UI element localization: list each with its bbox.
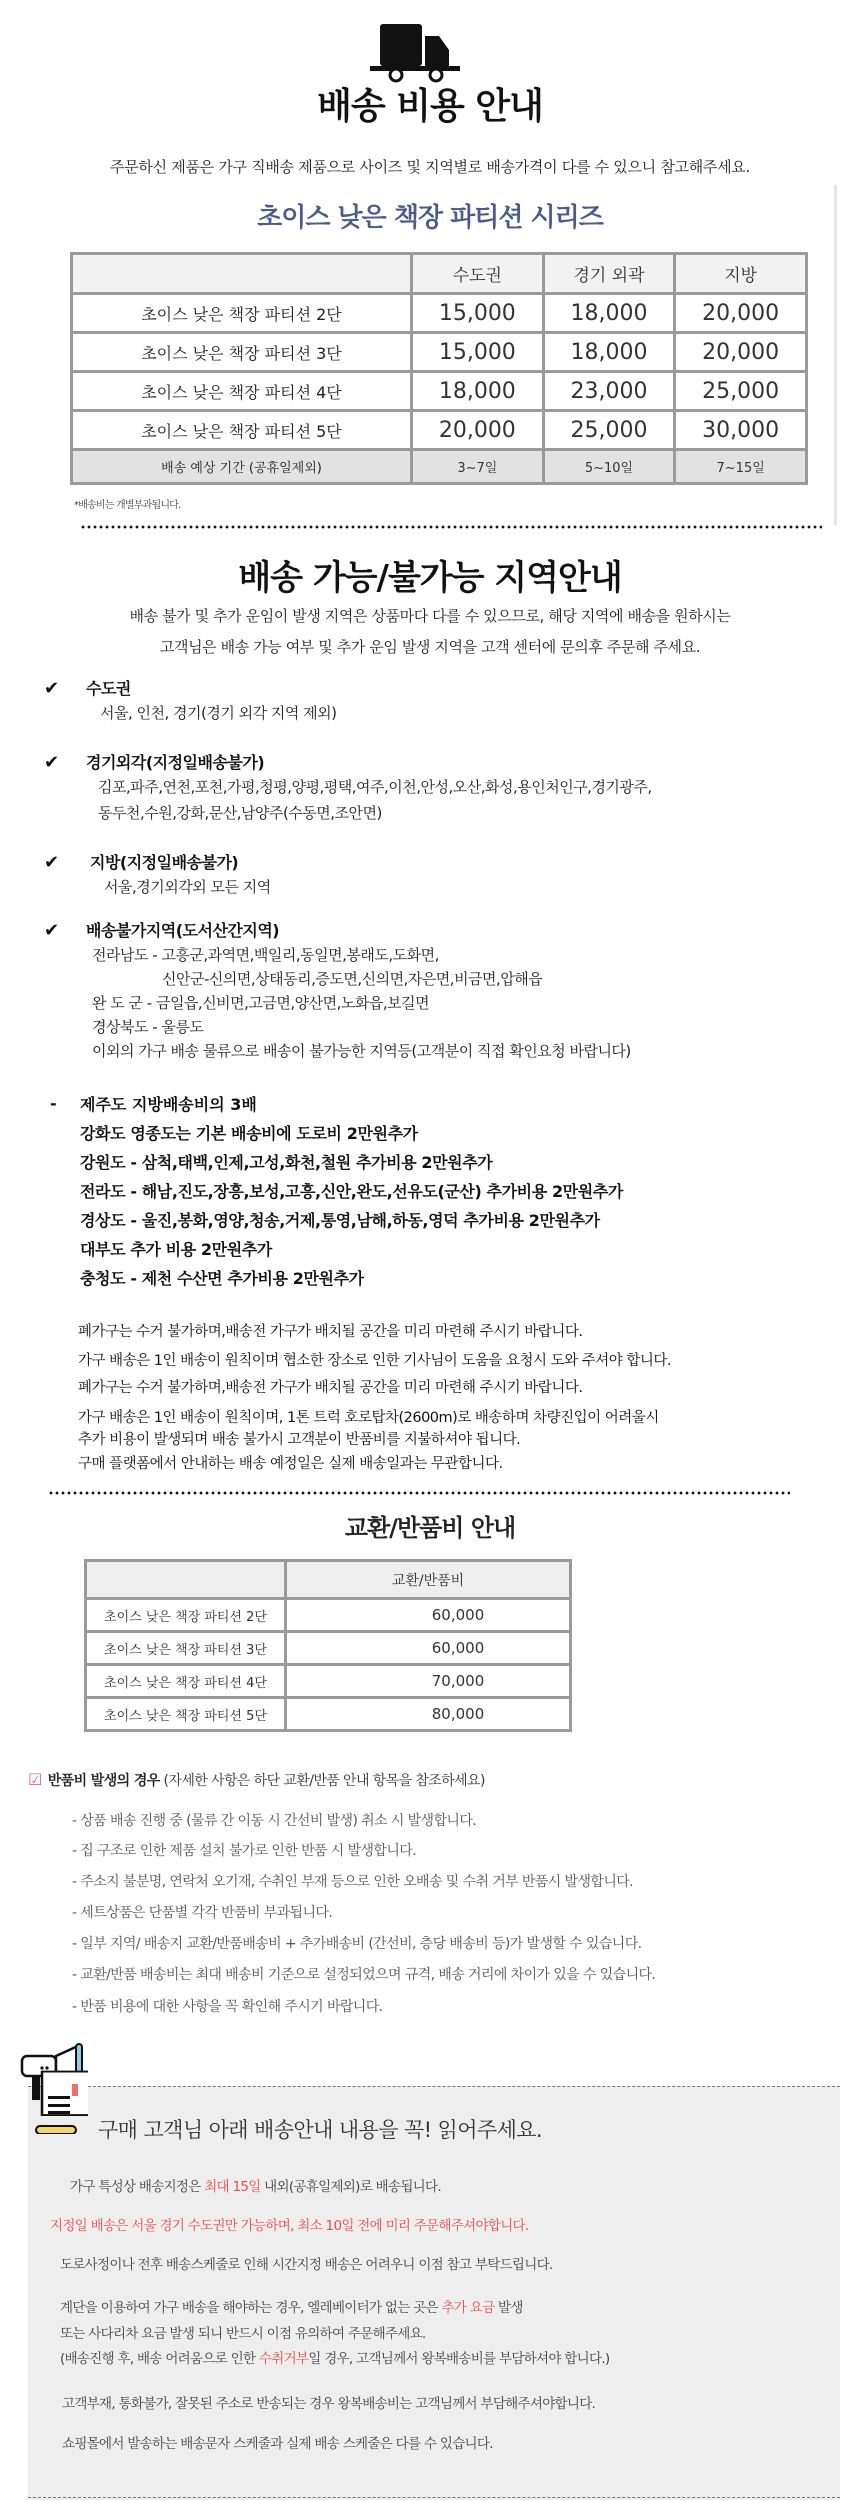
return-fee: 60,000: [286, 1599, 571, 1632]
highlight-text: 추가 요금: [441, 2300, 495, 2316]
highlight-text: 수취거부: [258, 2351, 309, 2367]
extra-fee-line: 경상도 - 울진,봉화,영양,청송,거제,통영,남해,하동,영덕 추가비용 2만원추가: [80, 1211, 600, 1230]
warning-line: 추가 비용이 발생되며 배송 불가시 고객분이 반품비를 지불하셔야 됩니다.: [78, 1432, 521, 1448]
line-text: 발생: [494, 2300, 523, 2316]
must-read-line: [60, 2296, 523, 2316]
region-line: 전라남도 - 고흥군,과역면,백일리,동일면,봉래도,도화면,: [92, 946, 439, 964]
fee-cell: 23,000: [543, 372, 675, 411]
fee-cell: 18,000: [543, 333, 675, 372]
return-case-item: - 세트상품은 단품별 각각 반품비 부과됩니다.: [72, 1905, 333, 1921]
footnote: *배송비는 개별부과됩니다.: [74, 500, 181, 511]
extra-fee-line: 전라도 - 해남,진도,장흥,보성,고흥,신안,완도,선유도(군산) 추가비용 2만원추가: [80, 1182, 623, 1201]
regions-notice: 배송 불가 및 추가 운임이 발생 지역은 상품마다 다를 수 있으므로, 해당 지역에 배송을 원하시는: [129, 607, 731, 625]
dashed-divider: [28, 2497, 840, 2498]
fee-cell: 20,000: [412, 411, 544, 450]
shipping-fee-table: [70, 252, 808, 485]
return-fee-table: [84, 1559, 572, 1732]
region-line: 이외의 가구 배송 물류으로 배송이 불가능한 지역등(고객분이 직접 확인요청 바랍니다): [92, 1042, 631, 1060]
table-row: [72, 294, 807, 333]
region-line: 김포,파주,연천,포천,가평,청평,양평,평택,여주,이천,안성,오산,화성,용인처인구,경기광주,: [98, 778, 652, 796]
fee-cell: 30,000: [675, 411, 807, 450]
table-row: [72, 372, 807, 411]
product-name: 초이스 낮은 책장 파티션 3단: [72, 333, 412, 372]
check-icon: ✔: [44, 920, 60, 941]
warning-line: 구매 플랫폼에서 안내하는 배송 예정일은 실제 배송일과는 무관합니다.: [78, 1456, 503, 1472]
column-header: 경기 외곽: [543, 254, 675, 294]
fee-cell: 15,000: [412, 333, 544, 372]
must-read-line: [60, 2347, 609, 2367]
fee-cell: 18,000: [543, 294, 675, 333]
region-title: 경기외각(지정일배송불가): [86, 753, 265, 772]
table-row: [86, 1632, 571, 1665]
line-text: 내외(공휴일제외)로 배송됩니다.: [260, 2179, 441, 2195]
line-text: (배송진행 후, 배송 어려움으로 인한: [60, 2351, 259, 2367]
extra-fee-heading: [52, 1092, 257, 1115]
warning-line: 폐가구는 수거 불가하며,배송전 가구가 배치될 공간을 미리 마련해 주시기 바랍니다.: [78, 1324, 583, 1340]
must-read-line: 도로사정이나 전후 배송스케줄로 인해 시간지정 배송은 어려우니 이점 참고 부탁드립니다.: [60, 2257, 553, 2273]
return-cases-title: 반품비 발생의 경우: [47, 1773, 160, 1789]
must-read-line: 고객부재, 통화불가, 잘못된 주소로 반송되는 경우 왕복배송비는 고객님께서 부담해주셔야합니다.: [62, 2396, 596, 2412]
dashed-divider: [28, 2086, 840, 2087]
column-header: 지방: [675, 254, 807, 294]
region-line: 서울,경기외각외 모든 지역: [104, 878, 271, 896]
line-text: 계단을 이용하여 가구 배송을 해야하는 경우, 엘레베이터가 없는 곳은: [60, 2300, 442, 2316]
must-read-line: 쇼핑몰에서 발송하는 배송문자 스케줄과 실제 배송 스케줄은 다를 수 있습니다.: [62, 2436, 493, 2452]
divider: [834, 185, 837, 525]
product-name: 초이스 낮은 책장 파티션 3단: [86, 1632, 286, 1665]
fee-cell: 20,000: [675, 333, 807, 372]
dotted-divider: [48, 1491, 790, 1495]
region-line: 신안군-신의면,상태동리,증도면,신의면,자은면,비금면,압해읍: [162, 970, 543, 988]
regions-notice: 고객님은 배송 가능 여부 및 추가 운임 발생 지역을 고객 센터에 문의후 주문해 주세요.: [159, 638, 701, 656]
fee-cell: 25,000: [543, 411, 675, 450]
product-name: 초이스 낮은 책장 파티션 5단: [86, 1698, 286, 1731]
return-fee: 60,000: [286, 1632, 571, 1665]
return-case-item: - 반품 비용에 대한 사항을 꼭 확인해 주시기 바랍니다.: [72, 1999, 383, 2015]
table-row: [72, 333, 807, 372]
check-icon: ✔: [44, 678, 60, 699]
extra-fee-line: 강원도 - 삼척,태백,인제,고성,화천,철원 추가비용 2만원추가: [80, 1153, 493, 1172]
table-header-row: [86, 1561, 571, 1599]
table-row: [86, 1665, 571, 1698]
fee-cell: 20,000: [675, 294, 807, 333]
period-label: 배송 예상 기간 (공휴일제외): [72, 450, 412, 484]
extra-fee-line: 강화도 영종도는 기본 배송비에 도로비 2만원추가: [80, 1124, 418, 1143]
warning-line: 폐가구는 수거 불가하며,배송전 가구가 배치될 공간을 미리 마련해 주시기 바랍니다.: [78, 1380, 583, 1396]
return-case-item: - 집 구조로 인한 제품 설치 불가로 인한 반품 시 발생합니다.: [72, 1843, 417, 1859]
return-fee: 80,000: [286, 1698, 571, 1731]
check-icon: ✔: [44, 752, 60, 773]
table-header-row: [72, 254, 807, 294]
return-cases-subtitle: (자세한 사항은 하단 교환/반품 안내 항목을 참조하세요): [159, 1773, 485, 1789]
highlight-text: 최대 15일: [204, 2179, 261, 2195]
column-header: 교환/반품비: [286, 1561, 571, 1599]
extra-fee-title: 제주도 지방배송비의 3배: [80, 1095, 257, 1114]
truck-icon: [370, 22, 460, 84]
table-row: [72, 411, 807, 450]
regions-title: 배송 가능/불가능 지역안내: [238, 558, 622, 598]
return-cases-heading: [28, 1770, 485, 1790]
fee-cell: 25,000: [675, 372, 807, 411]
return-case-item: - 일부 지역/ 배송지 교환/반품배송비 + 추가배송비 (간선비, 층당 배송비 등)가 발생할 수 있습니다.: [72, 1936, 642, 1952]
region-line: 동두천,수원,강화,문산,남양주(수동면,조안면): [98, 804, 382, 822]
delivery-period-row: [72, 450, 807, 484]
must-read-line: [70, 2175, 441, 2195]
period-cell: 5~10일: [543, 450, 675, 484]
return-title: 교환/반품비 안내: [344, 1514, 516, 1542]
check-icon: ✔: [44, 852, 60, 873]
region-title: 수도권: [86, 679, 131, 698]
must-read-line: 또는 사다리차 요금 발생 되니 반드시 이점 유의하여 주문해주세요.: [60, 2326, 426, 2342]
region-line: 완 도 군 - 금일읍,신비면,고금면,양산면,노화읍,보길면: [92, 994, 430, 1012]
column-header: [72, 254, 412, 294]
dash-bullet: -: [50, 1094, 57, 1113]
product-name: 초이스 낮은 책장 파티션 4단: [86, 1665, 286, 1698]
product-name: 초이스 낮은 책장 파티션 5단: [72, 411, 412, 450]
line-text: 가구 특성상 배송지정은: [70, 2179, 205, 2195]
warning-line: 가구 배송은 1인 배송이 원칙이며 협소한 장소로 인한 기사님이 도움을 요청시 도와 주셔야 합니다.: [78, 1353, 672, 1369]
period-cell: 3~7일: [412, 450, 544, 484]
line-text: 일 경우, 고객님께서 왕복배송비를 부담하셔야 합니다.): [308, 2351, 610, 2367]
region-title: 배송불가지역(도서산간지역): [86, 921, 280, 940]
region-line: 경상북도 - 울릉도: [92, 1018, 204, 1036]
column-header: 수도권: [412, 254, 544, 294]
return-case-item: - 주소지 불분명, 연락처 오기재, 수취인 부재 등으로 인한 오배송 및 수취 거부 반품시 발생합니다.: [72, 1874, 634, 1890]
region-line: 서울, 인천, 경기(경기 외각 지역 제외): [100, 704, 337, 722]
dotted-divider: [80, 525, 822, 529]
region-title: 지방(지정일배송불가): [90, 853, 239, 872]
intro-text: 주문하신 제품은 가구 직배송 제품으로 사이즈 및 지역별로 배송가격이 다를 수 있으니 참고해주세요.: [110, 158, 750, 176]
table-row: [86, 1698, 571, 1731]
series-title: 초이스 낮은 책장 파티션 시리즈: [257, 203, 603, 233]
product-name: 초이스 낮은 책장 파티션 2단: [86, 1599, 286, 1632]
return-fee: 70,000: [286, 1665, 571, 1698]
table-row: [86, 1599, 571, 1632]
fee-cell: 15,000: [412, 294, 544, 333]
must-read-title: 구매 고객님 아래 배송안내 내용을 꼭! 읽어주세요.: [98, 2118, 543, 2142]
column-header: [86, 1561, 286, 1599]
product-name: 초이스 낮은 책장 파티션 4단: [72, 372, 412, 411]
must-read-line-red: 지정일 배송은 서울 경기 수도권만 가능하며, 최소 10일 전에 미리 주문해주셔야합니다.: [50, 2218, 529, 2234]
return-case-item: - 교환/반품 배송비는 최대 배송비 기준으로 설정되었으며 규격, 배송 거리에 차이가 있을 수 있습니다.: [72, 1967, 656, 1983]
warning-line: 가구 배송은 1인 배송이 원칙이며, 1톤 트럭 호로탑차(2600m)로 배송하며 차량진입이 어려울시: [78, 1410, 659, 1426]
megaphone-icon: [8, 2034, 88, 2134]
page-title: 배송 비용 안내: [317, 86, 543, 127]
extra-fee-line: 대부도 추가 비용 2만원추가: [80, 1240, 272, 1259]
checkbox-icon: ☑: [28, 1770, 42, 1789]
product-name: 초이스 낮은 책장 파티션 2단: [72, 294, 412, 333]
extra-fee-line: 충청도 - 제천 수산면 추가비용 2만원추가: [80, 1269, 364, 1288]
period-cell: 7~15일: [675, 450, 807, 484]
return-case-item: - 상품 배송 진행 중 (물류 간 이동 시 간선비 발생) 취소 시 발생합니다.: [72, 1813, 477, 1829]
fee-cell: 18,000: [412, 372, 544, 411]
